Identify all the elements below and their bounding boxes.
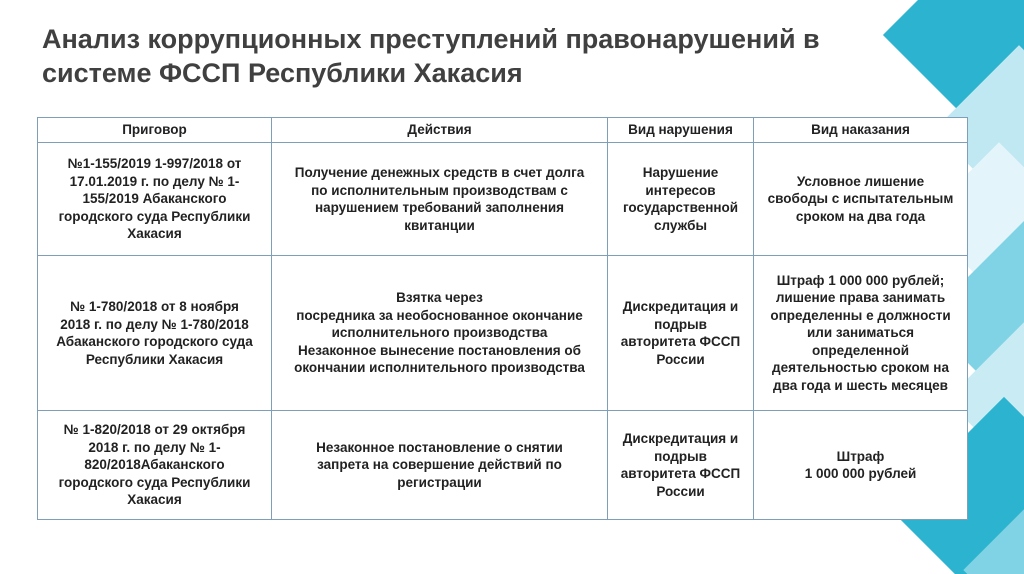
cell-line: Незаконное вынесение постановления об xyxy=(298,342,581,358)
slide-title xyxy=(42,22,902,90)
cell-line: два года и шесть месяцев xyxy=(773,377,948,393)
cell-line: интересов xyxy=(645,182,716,198)
cell-actions xyxy=(272,256,608,411)
cell-line: по исполнительным производствам с xyxy=(311,182,568,198)
corruption-cases-table xyxy=(37,117,968,520)
cell-line: № 1-820/2018 от 29 октября xyxy=(63,422,246,438)
cell-line: окончании исполнительного производства xyxy=(294,360,585,376)
cell-line: Штраф 1 000 000 рублей; xyxy=(776,272,945,288)
cell-line: 155/2019 Абаканского xyxy=(82,191,227,207)
cell-line: Абаканского городского суда xyxy=(56,334,253,349)
cell-violation xyxy=(608,256,754,411)
cell-line: № 1-780/2018 от 8 ноября xyxy=(70,299,239,314)
cell-line: 2018 г. по делу № 1- xyxy=(88,439,221,455)
cell-punishment xyxy=(754,143,968,256)
cell-line: деятельностью сроком на xyxy=(772,360,949,376)
header-punishment: Вид наказания xyxy=(754,118,968,143)
cell-line: 1 000 000 рублей xyxy=(804,466,917,481)
table-header-row xyxy=(38,118,968,143)
cell-line: Хакасия xyxy=(127,226,182,242)
cell-line: Взятка через xyxy=(396,290,483,306)
cell-line: нарушением требований заполнения xyxy=(314,200,565,215)
cell-verdict xyxy=(38,411,272,520)
cell-line: Хакасия xyxy=(127,492,182,508)
title-line-1: Анализ коррупционных преступлений правонарушений в xyxy=(42,24,820,54)
cell-line: определенны е должности xyxy=(770,307,951,323)
cell-line: Незаконное постановление о снятии xyxy=(316,439,563,455)
table-row xyxy=(38,143,968,256)
cell-line: городского суда Республики xyxy=(58,208,251,224)
cell-line: Дискредитация и xyxy=(622,431,739,446)
header-actions: Действия xyxy=(272,118,608,143)
cell-line: лишение права занимать xyxy=(775,290,946,306)
table-row xyxy=(38,256,968,411)
cell-line: Штраф xyxy=(836,448,885,464)
cell-line: России xyxy=(656,483,705,499)
cell-line: Республики Хакасия xyxy=(85,351,224,367)
cell-line: посредника за необоснованное окончание xyxy=(296,307,583,323)
cell-line: сроком на два года xyxy=(795,208,926,224)
cell-line: России xyxy=(656,351,705,367)
cell-line: авторитета ФССП xyxy=(620,334,741,349)
cell-line: №1-155/2019 1-997/2018 от xyxy=(67,156,242,172)
cell-line: 2018 г. по делу № 1-780/2018 xyxy=(60,316,249,332)
title-line-2: системе ФССП Республики Хакасия xyxy=(42,58,523,88)
table-row xyxy=(38,411,968,520)
cell-line: регистрации xyxy=(397,474,482,490)
cell-line: городского суда Республики xyxy=(58,474,251,490)
cell-line: авторитета ФССП xyxy=(620,466,741,481)
cell-line: Условное лишение xyxy=(796,173,925,189)
cell-line: Получение денежных средств в счет долга xyxy=(294,165,585,180)
cell-line: службы xyxy=(653,217,708,233)
cell-line: Дискредитация и xyxy=(622,299,739,314)
cell-verdict xyxy=(38,256,272,411)
cell-line: квитанции xyxy=(404,217,475,233)
header-violation: Вид нарушения xyxy=(608,118,754,143)
cell-violation xyxy=(608,411,754,520)
cell-line: подрыв xyxy=(654,448,707,464)
cell-line: запрета на совершение действий по xyxy=(317,457,562,473)
cell-line: подрыв xyxy=(654,316,707,332)
cell-line: свободы с испытательным xyxy=(767,191,954,207)
cell-actions xyxy=(272,411,608,520)
cell-line: 17.01.2019 г. по делу № 1- xyxy=(69,173,240,189)
cell-verdict xyxy=(38,143,272,256)
cell-violation xyxy=(608,143,754,256)
cell-actions xyxy=(272,143,608,256)
cell-line: Нарушение xyxy=(642,165,719,180)
cell-line: определенной xyxy=(812,342,909,358)
cell-line: государственной xyxy=(622,200,739,215)
cell-line: 820/2018Абаканского xyxy=(84,457,225,473)
header-verdict: Приговор xyxy=(38,118,272,143)
cell-line: исполнительного производства xyxy=(331,325,548,341)
cell-punishment xyxy=(754,256,968,411)
cell-line: или заниматься xyxy=(806,325,915,341)
cell-punishment xyxy=(754,411,968,520)
